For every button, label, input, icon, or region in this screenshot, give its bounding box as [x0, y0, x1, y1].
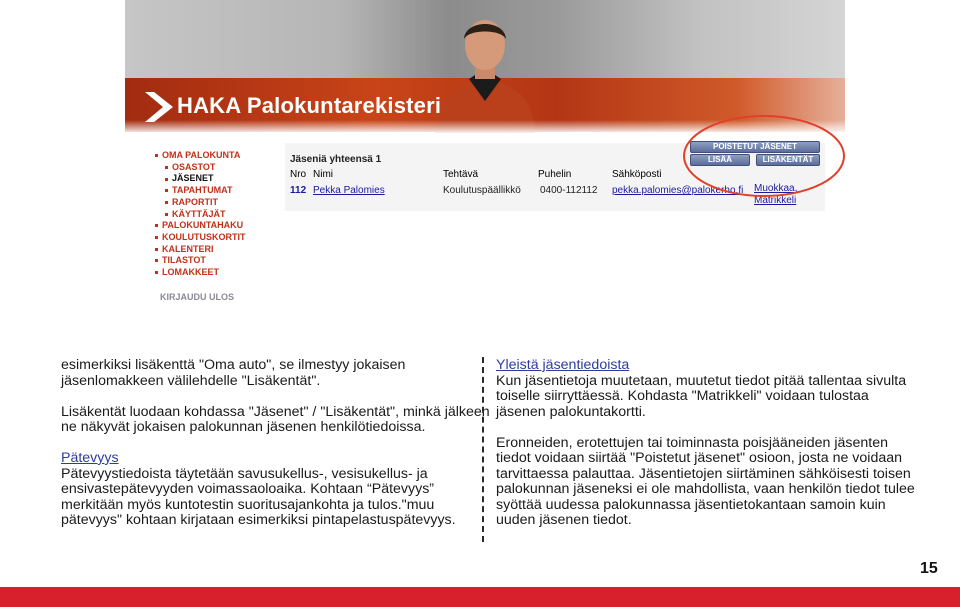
column-divider [482, 357, 484, 542]
sidebar-item-koulutuskortit[interactable] [155, 232, 246, 244]
sidebar-item-lomakkeet[interactable] [155, 267, 246, 279]
member-email-link[interactable]: pekka.palomies@palokerho.fi [612, 185, 744, 196]
members-count-title: Jäseniä yhteensä 1 [290, 154, 382, 165]
bullet-icon [155, 236, 158, 239]
bullet-icon [155, 154, 158, 157]
header-photo [125, 0, 845, 132]
page-number: 15 [920, 560, 938, 577]
extra-fields-button[interactable]: LISÄKENTÄT [756, 154, 820, 166]
sidebar-item-tapahtumat[interactable] [155, 185, 246, 197]
sidebar-item-label: TAPAHTUMAT [172, 185, 233, 196]
paragraph: Kun jäsentietoja muutetaan, muutetut tiedot pitää tallentaa sivulta toiselle siirryttäessä. Kohdasta "Matrikkeli" voidaan tulostaa jäsenen palokuntakortti. [496, 372, 907, 420]
sidebar-item-label: KOULUTUSKORTIT [162, 231, 246, 242]
add-member-button[interactable]: LISÄÄ [690, 154, 750, 166]
paragraph: Lisäkentät luodaan kohdassa "Jäsenet" / "Lisäkentät", minkä jälkeen ne näkyvät jokaisen palokunnan jäsenen henkilötiedoissa. [61, 403, 490, 435]
member-phone: 0400-112112 [540, 185, 598, 196]
sidebar-item-kalenteri[interactable] [155, 244, 246, 256]
sidebar-item-label: TILASTOT [162, 255, 206, 266]
section-heading: Yleistä jäsentiedoista [496, 357, 630, 373]
sidebar-item-jäsenet[interactable] [155, 173, 246, 185]
member-number: 112 [290, 185, 307, 196]
paragraph: esimerkiksi lisäkenttä "Oma auto", se ilmestyy jokaisen jäsenlomakkeen välilehdelle "Lisäkentät". [61, 357, 406, 389]
register-link[interactable]: Matrikkeli [754, 195, 797, 206]
bullet-icon [155, 259, 158, 262]
removed-members-button[interactable]: POISTETUT JÄSENET [690, 141, 820, 153]
sidebar-item-label: RAPORTIT [172, 196, 218, 207]
sidebar-item-label: JÄSENET [172, 173, 214, 184]
col-nro: Nro [290, 169, 307, 180]
sidebar-item-label: LOMAKKEET [162, 267, 219, 278]
sidebar-item-label: KÄYTTÄJÄT [172, 208, 226, 219]
sidebar-item-label: OSASTOT [172, 161, 216, 172]
sidebar-item-käyttäjät[interactable] [155, 209, 246, 221]
firefighter-photo [425, 5, 545, 133]
sidebar-item-oma-palokunta[interactable] [155, 150, 246, 162]
sidebar-item-osastot[interactable] [155, 162, 246, 174]
haka-logo-icon [145, 92, 175, 122]
bullet-icon [165, 178, 168, 181]
edit-link[interactable]: Muokkaa, [754, 183, 798, 194]
bullet-icon [155, 271, 158, 274]
sidebar-item-tilastot[interactable] [155, 255, 246, 267]
member-name-link[interactable]: Pekka Palomies [313, 185, 385, 196]
col-phone: Puhelin [538, 169, 572, 180]
member-role: Koulutuspäällikkö [443, 185, 521, 196]
section-heading: Pätevyys [61, 450, 119, 466]
sidebar-item-label: OMA PALOKUNTA [162, 150, 241, 160]
bullet-icon [165, 201, 168, 204]
highlight-circle [682, 114, 845, 198]
sidebar-nav [155, 150, 246, 279]
paragraph: Eronneiden, erotettujen tai toiminnasta poisjääneiden jäsenten tiedot voidaan siirtää "Poistetut jäsenet" osioon, josta ne voidaan tarvittaessa palauttaa. Jäsentietojen siirtäminen sähköisesti toisen palokunnan jäseneksi ei ole mahdollista, vaan henkilön tiedot tulee syöttää uudessa palokunnassa jäsentietokantaan samoin kuin uuden jäsenen tiedot. [496, 434, 915, 528]
right-text-column [496, 358, 916, 529]
sidebar-item-label: KALENTERI [162, 243, 214, 254]
col-email: Sähköposti [612, 169, 662, 180]
bullet-icon [155, 224, 158, 227]
sidebar-item-palokuntahaku[interactable] [155, 220, 246, 232]
left-text-column [61, 358, 491, 529]
app-title: HAKA Palokuntarekisteri [177, 93, 442, 118]
paragraph: Pätevyystiedoista täytetään savusukellus-, vesisukellus- ja ensivastepätevyyden voimassaoloaika. Kohtaan “Pätevyys” merkitään myös kuntotestin suoritusajankohta ja tulos."muu pätevyys" kohtaan kirjataan esimerkiksi pintapelastuspätevyys. [61, 465, 456, 528]
bullet-icon [165, 166, 168, 169]
app-screenshot [125, 0, 845, 305]
sidebar-item-raportit[interactable] [155, 197, 246, 209]
logout-link[interactable]: KIRJAUDU ULOS [160, 292, 235, 302]
sidebar-item-label: PALOKUNTAHAKU [162, 220, 244, 231]
col-role: Tehtävä [443, 169, 479, 180]
bullet-icon [165, 189, 168, 192]
col-name: Nimi [313, 169, 333, 180]
footer-bar [0, 587, 960, 607]
bullet-icon [165, 213, 168, 216]
bullet-icon [155, 248, 158, 251]
